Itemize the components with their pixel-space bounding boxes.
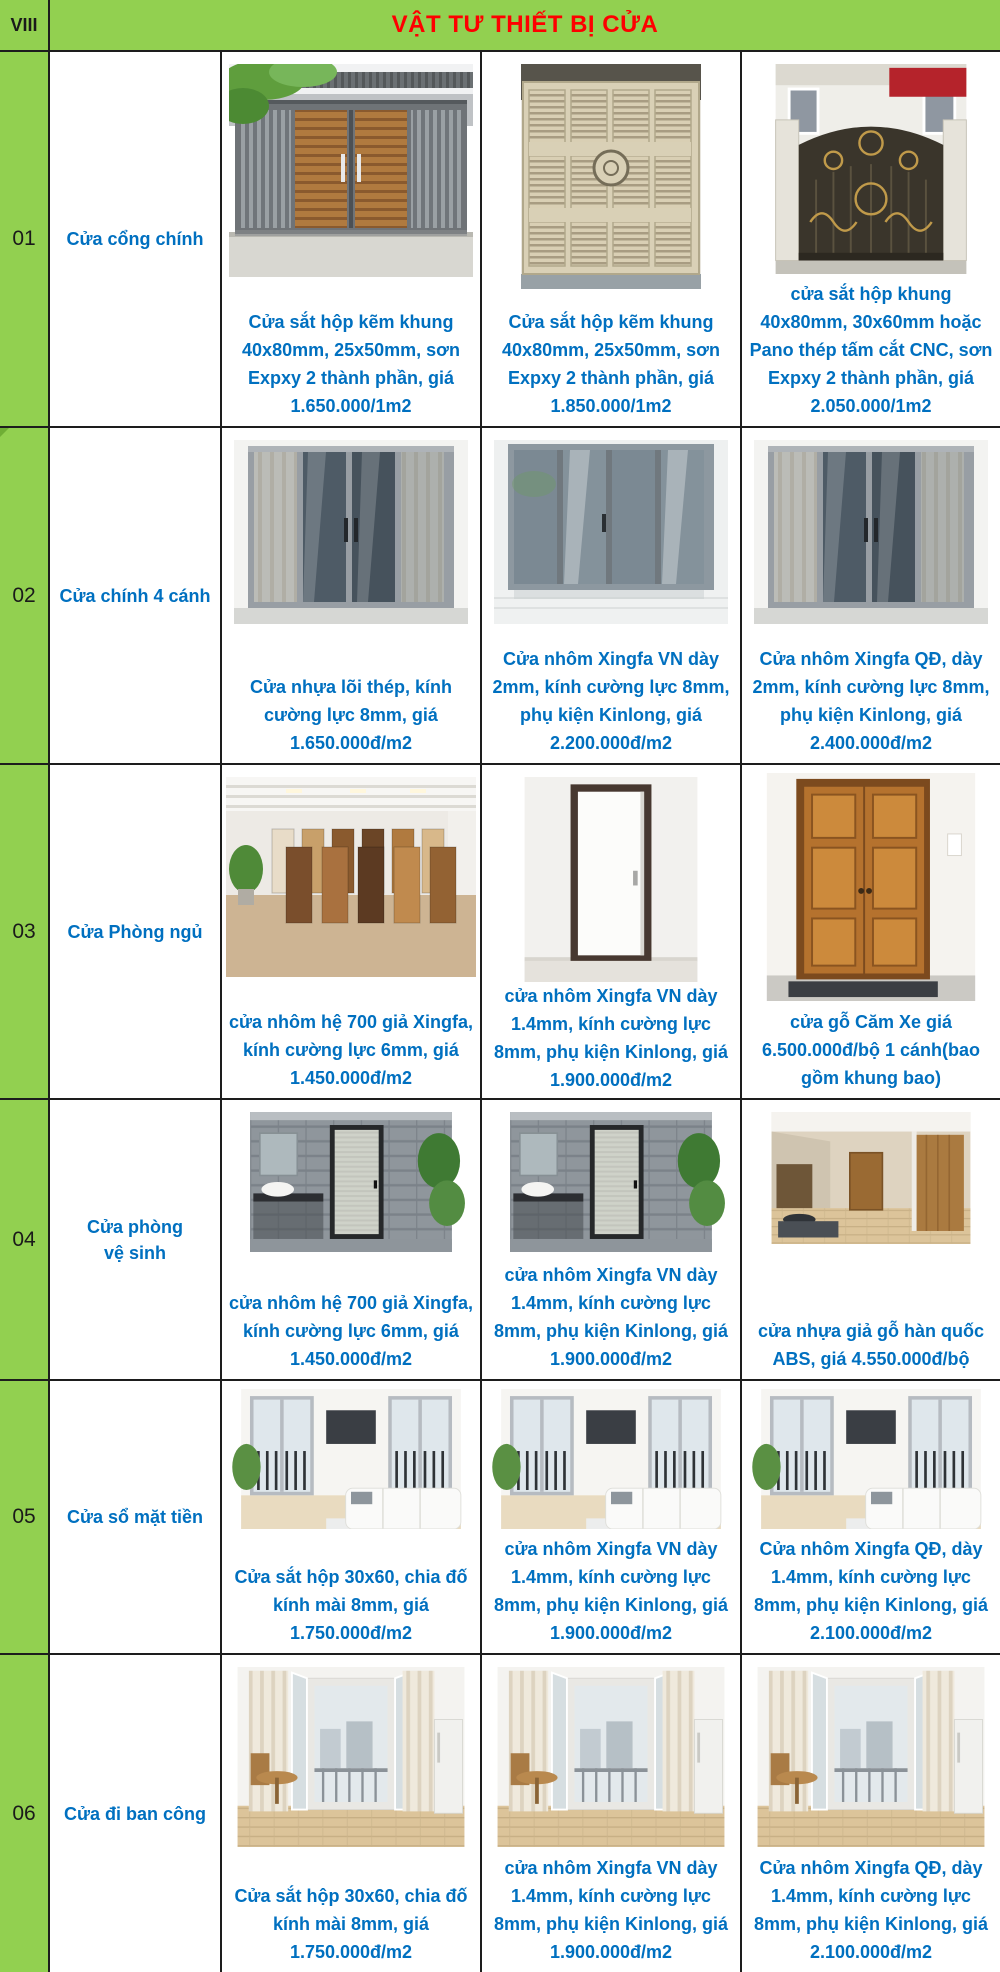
- photo-living-room-windows: [487, 1389, 735, 1529]
- photo-bathroom-door: [227, 1112, 475, 1252]
- product-cell: [742, 52, 1000, 426]
- product-description: cửa nhôm hệ 700 giả Xingfa, kính cường lực 6mm, giá 1.450.000đ/m2: [228, 1293, 474, 1369]
- product-description: cửa nhôm Xingfa VN dày 1.4mm, kính cường lực 8mm, phụ kiện Kinlong, giá 1.900.000đ/m2: [493, 986, 729, 1090]
- photo-main-gate-cream-panel: [521, 64, 701, 289]
- product-description: cửa sắt hộp khung 40x80mm, 30x60mm hoặc Pano thép tấm cắt CNC, sơn Expxy 2 thành phần, giá 2.050.000/1m2: [749, 284, 993, 416]
- product-cell: [222, 1381, 480, 1653]
- section-index-cell: [0, 0, 48, 50]
- photo-main-gate-wrought-iron: [772, 64, 970, 274]
- photo-4-panel-door-grey: [754, 440, 988, 624]
- photo-hallway-abs-door: [749, 1112, 993, 1244]
- photo-door-showroom: [226, 777, 476, 977]
- category-label: Cửa cổng chính: [66, 229, 204, 249]
- photo-bathroom-door: [487, 1112, 735, 1252]
- product-cell: [742, 1100, 1000, 1379]
- table-title-cell: [50, 0, 1000, 50]
- photo-main-gate-modern: [229, 64, 473, 277]
- category-cell-front-window: [50, 1381, 220, 1653]
- photo-balcony-door: [230, 1667, 472, 1847]
- photo-balcony-door: [490, 1667, 732, 1847]
- product-cell: [222, 1655, 480, 1972]
- product-description: Cửa sắt hộp 30x60, chia đố kính mài 8mm, giá 1.750.000đ/m2: [234, 1886, 468, 1962]
- row-number: 01: [12, 227, 36, 250]
- photo-white-door: [517, 777, 705, 982]
- photo-living-room-windows: [747, 1389, 995, 1529]
- product-cell: [742, 765, 1000, 1098]
- product-cell: [482, 1655, 740, 1972]
- category-label: Cửa chính 4 cánh: [59, 585, 211, 606]
- product-cell: [482, 52, 740, 426]
- row-number: 02: [12, 583, 36, 607]
- product-description: cửa nhôm Xingfa VN dày 1.4mm, kính cường lực 8mm, phụ kiện Kinlong, giá 1.900.000đ/m2: [493, 1265, 729, 1369]
- category-cell-main-door-4-leaf: [50, 428, 220, 763]
- product-description: cửa nhựa giả gỗ hàn quốc ABS, giá 4.550.000đ/bộ: [757, 1321, 985, 1369]
- row-number-cell: [0, 1100, 48, 1379]
- product-description: Cửa nhôm Xingfa QĐ, dày 1.4mm, kính cường lực 8mm, phụ kiện Kinlong, giá 2.100.000đ/m2: [753, 1539, 989, 1643]
- product-description: cửa nhôm Xingfa VN dày 1.4mm, kính cường lực 8mm, phụ kiện Kinlong, giá 1.900.000đ/m2: [493, 1539, 729, 1643]
- product-cell: [742, 428, 1000, 763]
- photo-balcony-door: [750, 1667, 992, 1847]
- row-number-cell: [0, 52, 48, 426]
- category-cell-bathroom-door: [50, 1100, 220, 1379]
- product-cell: [742, 1655, 1000, 1972]
- row-number: 05: [12, 1505, 36, 1528]
- category-label: Cửa phòng vệ sinh: [86, 1216, 184, 1263]
- product-description: cửa nhôm hệ 700 giả Xingfa, kính cường lực 6mm, giá 1.450.000đ/m2: [228, 1012, 474, 1088]
- product-description: Cửa sắt hộp 30x60, chia đố kính mài 8mm, giá 1.750.000đ/m2: [234, 1567, 468, 1643]
- row-number: 04: [12, 1227, 36, 1251]
- table-title: VẬT TƯ THIẾT BỊ CỬA: [391, 11, 659, 38]
- row-number-cell: [0, 428, 48, 763]
- category-cell-bedroom-door: [50, 765, 220, 1098]
- product-cell: [482, 765, 740, 1098]
- product-description: Cửa nhôm Xingfa VN dày 2mm, kính cường lực 8mm, phụ kiện Kinlong, giá 2.200.000đ/m2: [492, 649, 730, 753]
- product-cell: [222, 52, 480, 426]
- category-cell-main-gate: [50, 52, 220, 426]
- row-number-cell: [0, 1381, 48, 1653]
- photo-living-room-windows: [227, 1389, 475, 1529]
- photo-4-panel-folding-door: [494, 440, 728, 624]
- product-description: Cửa sắt hộp kẽm khung 40x80mm, 25x50mm, sơn Expxy 2 thành phần, giá 1.850.000/1m2: [502, 312, 720, 416]
- product-cell: [222, 428, 480, 763]
- category-label: Cửa đi ban công: [63, 1803, 207, 1824]
- row-number: 06: [12, 1801, 36, 1825]
- product-cell: [482, 1381, 740, 1653]
- category-label: Cửa sổ mặt tiền: [66, 1507, 204, 1527]
- product-cell: [222, 1100, 480, 1379]
- product-cell: [222, 765, 480, 1098]
- product-description: Cửa sắt hộp kẽm khung 40x80mm, 25x50mm, sơn Expxy 2 thành phần, giá 1.650.000/1m2: [242, 312, 460, 416]
- row-number-cell: [0, 1655, 48, 1972]
- product-cell: [482, 428, 740, 763]
- row-number-cell: [0, 765, 48, 1098]
- row-number: 03: [12, 919, 36, 943]
- product-description: cửa gỗ Căm Xe giá 6.500.000đ/bộ 1 cánh(bao gồm khung bao): [761, 1012, 981, 1088]
- category-label: Cửa Phòng ngủ: [67, 921, 203, 942]
- section-index-label: VIII: [10, 14, 38, 35]
- category-cell-balcony-door: [50, 1655, 220, 1972]
- product-description: cửa nhôm Xingfa VN dày 1.4mm, kính cường lực 8mm, phụ kiện Kinlong, giá 1.900.000đ/m2: [493, 1858, 729, 1962]
- product-cell: [742, 1381, 1000, 1653]
- product-description: Cửa nhựa lõi thép, kính cường lực 8mm, giá 1.650.000đ/m2: [249, 677, 453, 753]
- photo-wooden-door: [765, 773, 977, 1001]
- product-cell: [482, 1100, 740, 1379]
- photo-4-panel-door-grey: [234, 440, 468, 624]
- product-description: Cửa nhôm Xingfa QĐ, dày 2mm, kính cường lực 8mm, phụ kiện Kinlong, giá 2.400.000đ/m2: [752, 649, 990, 753]
- product-description: Cửa nhôm Xingfa QĐ, dày 1.4mm, kính cường lực 8mm, phụ kiện Kinlong, giá 2.100.000đ/m2: [753, 1858, 989, 1962]
